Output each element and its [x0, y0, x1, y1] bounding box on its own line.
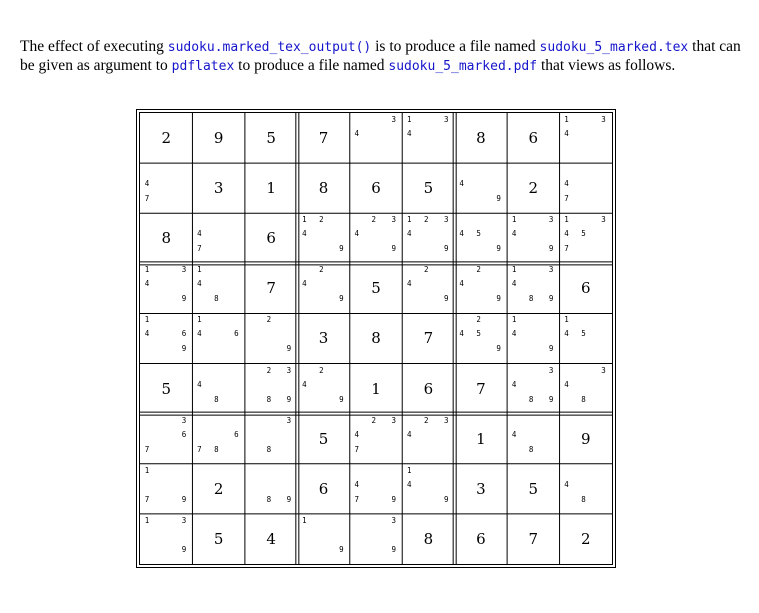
candidate-digit: 4: [406, 279, 412, 289]
candidate-digit: 4: [144, 279, 150, 289]
given-digit: 2: [580, 529, 591, 548]
given-digit: 6: [371, 179, 381, 198]
candidate-digit: 4: [302, 279, 307, 289]
intro-text-5: that views as follows.: [537, 56, 676, 74]
sudoku-grid: [136, 109, 616, 568]
sudoku-cell-r8c4: [297, 464, 349, 514]
intro-paragraph: [20, 38, 745, 76]
candidate-digit: 4: [406, 129, 412, 138]
sudoku-cell-r3c2: [192, 213, 244, 263]
candidate-digit: 4: [354, 229, 360, 239]
candidate-digit: 4: [511, 279, 517, 289]
candidate-digit: 8: [266, 494, 272, 504]
sudoku-cell-r9c5: [350, 514, 402, 564]
candidate-digit: 9: [339, 544, 344, 554]
sudoku-cell-r6c3: [245, 364, 297, 414]
candidate-digit: 3: [601, 115, 606, 124]
candidate-digit: 1: [406, 215, 412, 225]
candidate-digit: 2: [423, 265, 429, 275]
sudoku-cell-r9c8: [507, 514, 559, 564]
candidate-digit: 9: [548, 344, 554, 354]
given-digit: 5: [528, 479, 539, 498]
candidate-digit: 3: [548, 365, 554, 375]
candidate-digit: 3: [286, 365, 292, 375]
sudoku-cell-r9c3: [245, 514, 297, 564]
sudoku-cell-r7c5: [350, 414, 402, 464]
sudoku-cell-r8c5: [350, 464, 402, 514]
candidate-digit: 1: [511, 265, 517, 275]
candidate-digit: 3: [548, 265, 554, 275]
sudoku-cell-r3c9: [560, 213, 612, 263]
given-digit: 6: [476, 529, 486, 548]
sudoku-cell-r7c1: [140, 414, 192, 464]
sudoku-cell-r3c3: [245, 213, 297, 263]
candidate-digit: 8: [581, 394, 586, 404]
sudoku-cell-r2c6: [402, 163, 454, 213]
candidate-digit: 2: [266, 365, 272, 375]
sudoku-cell-r1c8: [507, 113, 559, 163]
candidate-digit: 8: [214, 444, 219, 454]
given-digit: 4: [266, 529, 276, 548]
candidate-digit: 6: [234, 429, 239, 439]
candidate-digit: 9: [286, 394, 292, 404]
candidate-digit: 7: [564, 244, 569, 254]
candidate-digit: 7: [144, 494, 150, 504]
given-digit: 8: [476, 129, 486, 148]
sudoku-cell-r4c2: [192, 263, 244, 313]
candidate-digit: 7: [354, 444, 360, 454]
candidate-digit: 8: [528, 294, 534, 304]
candidate-digit: 4: [511, 379, 517, 389]
candidate-digit: 4: [354, 129, 360, 138]
given-digit: 6: [318, 479, 329, 498]
sudoku-cell-r6c4: [297, 364, 349, 414]
given-digit: 7: [266, 279, 276, 298]
candidate-digit: 4: [354, 479, 360, 489]
sudoku-cell-r5c5: [350, 313, 402, 363]
candidate-digit: 3: [443, 215, 449, 225]
candidate-digit: 4: [459, 329, 464, 339]
sudoku-cell-r2c4: [297, 163, 349, 213]
candidate-digit: 9: [443, 294, 449, 304]
candidate-digit: 9: [181, 544, 187, 554]
sudoku-cell-r6c1: [140, 364, 192, 414]
given-digit: 3: [318, 329, 329, 348]
candidate-digit: 2: [423, 415, 429, 425]
candidate-digit: 9: [391, 494, 397, 504]
candidate-digit: 1: [406, 465, 412, 475]
candidate-digit: 9: [391, 544, 397, 554]
candidate-digit: 4: [406, 479, 412, 489]
given-digit: 8: [318, 179, 329, 198]
candidate-digit: 7: [564, 194, 569, 204]
given-digit: 1: [371, 379, 381, 398]
candidate-digit: 4: [197, 279, 202, 289]
candidate-digit: 1: [564, 115, 569, 124]
candidate-digit: 3: [601, 365, 606, 375]
candidate-digit: 9: [181, 294, 187, 304]
candidate-digit: 1: [197, 265, 202, 275]
sudoku-cell-r1c4: [297, 113, 349, 163]
candidate-digit: 8: [214, 294, 219, 304]
candidate-digit: 9: [548, 244, 554, 254]
candidate-digit: 4: [406, 229, 412, 239]
candidate-digit: 4: [144, 329, 150, 339]
sudoku-cell-r1c1: [140, 113, 192, 163]
given-digit: 3: [213, 179, 224, 198]
intro-text-4: to produce a file named: [234, 56, 389, 74]
candidate-digit: 5: [476, 329, 481, 339]
candidate-digit: 8: [528, 394, 534, 404]
given-digit: 2: [161, 129, 171, 148]
sudoku-cell-r9c4: [297, 514, 349, 564]
sudoku-cell-r5c7: [455, 313, 507, 363]
candidate-digit: 6: [181, 329, 187, 339]
sudoku-cell-r6c5: [350, 364, 402, 414]
candidate-digit: 9: [286, 344, 292, 354]
candidate-digit: 4: [197, 379, 202, 389]
candidate-digit: 2: [371, 415, 377, 425]
sudoku-cell-r9c7: [455, 514, 507, 564]
candidate-digit: 2: [266, 315, 272, 325]
candidate-digit: 3: [391, 515, 397, 525]
candidate-digit: 1: [564, 315, 569, 325]
candidate-digit: 4: [564, 179, 569, 189]
sudoku-cell-r2c2: [192, 163, 244, 213]
sudoku-cell-r4c9: [560, 263, 612, 313]
candidate-digit: 4: [511, 429, 517, 439]
candidate-digit: 8: [581, 494, 586, 504]
candidate-digit: 2: [476, 315, 481, 325]
sudoku-cell-r3c7: [455, 213, 507, 263]
candidate-digit: 6: [181, 429, 187, 439]
given-digit: 5: [266, 129, 276, 148]
candidate-digit: 9: [181, 344, 187, 354]
sudoku-cell-r4c4: [297, 263, 349, 313]
candidate-digit: 1: [511, 315, 517, 325]
candidate-digit: 8: [266, 444, 272, 454]
code-function-name: sudoku.marked_tex_output(): [167, 39, 372, 55]
sudoku-cell-r3c6: [402, 213, 454, 263]
code-pdflatex: pdflatex: [171, 58, 235, 74]
given-digit: 5: [318, 429, 329, 448]
sudoku-cell-r5c9: [560, 313, 612, 363]
sudoku-cell-r5c6: [402, 313, 454, 363]
candidate-digit: 3: [548, 215, 554, 225]
sudoku-cell-r8c2: [192, 464, 244, 514]
sudoku-cell-r7c7: [455, 414, 507, 464]
given-digit: 6: [528, 129, 539, 148]
given-digit: 5: [371, 279, 381, 298]
candidate-digit: 1: [144, 465, 150, 475]
candidate-digit: 4: [302, 379, 307, 389]
sudoku-cell-r6c9: [560, 364, 612, 414]
given-digit: 1: [266, 179, 276, 198]
code-tex-filename: sudoku_5_marked.tex: [539, 39, 689, 55]
candidate-digit: 9: [443, 244, 449, 254]
candidate-digit: 4: [459, 229, 464, 239]
candidate-digit: 9: [496, 344, 501, 354]
sudoku-cell-r9c2: [192, 514, 244, 564]
code-pdf-filename: sudoku_5_marked.pdf: [388, 58, 538, 74]
given-digit: 7: [476, 379, 486, 398]
candidate-digit: 4: [459, 179, 464, 189]
candidate-digit: 3: [391, 115, 397, 124]
sudoku-cell-r8c3: [245, 464, 297, 514]
candidate-digit: 1: [564, 215, 569, 225]
sudoku-cell-r4c8: [507, 263, 559, 313]
candidate-digit: 3: [391, 415, 397, 425]
candidate-digit: 9: [496, 244, 501, 254]
given-digit: 8: [423, 529, 434, 548]
given-digit: 8: [371, 329, 381, 348]
candidate-digit: 1: [197, 315, 202, 325]
sudoku-cell-r7c2: [192, 414, 244, 464]
candidate-digit: 4: [511, 329, 517, 339]
given-digit: 5: [423, 179, 434, 198]
candidate-digit: 9: [443, 494, 449, 504]
sudoku-cell-r3c8: [507, 213, 559, 263]
sudoku-cell-r3c5: [350, 213, 402, 263]
given-digit: 2: [213, 479, 224, 498]
candidate-digit: 3: [391, 215, 397, 225]
candidate-digit: 7: [197, 444, 202, 454]
candidate-digit: 2: [371, 215, 377, 225]
candidate-digit: 9: [339, 244, 344, 254]
candidate-digit: 9: [496, 294, 501, 304]
candidate-digit: 7: [197, 244, 202, 254]
given-digit: 7: [528, 529, 539, 548]
candidate-digit: 1: [511, 215, 517, 225]
sudoku-cell-r5c4: [297, 313, 349, 363]
intro-text-3: that can be given as argument to: [20, 37, 741, 74]
sudoku-cell-r4c1: [140, 263, 192, 313]
candidate-digit: 8: [528, 444, 534, 454]
given-digit: 7: [318, 129, 329, 148]
candidate-digit: 9: [286, 494, 292, 504]
candidate-digit: 5: [581, 329, 586, 339]
sudoku-cell-r3c4: [297, 213, 349, 263]
candidate-digit: 4: [406, 429, 412, 439]
intro-text-2: is to produce a file named: [371, 37, 540, 55]
sudoku-cell-r1c9: [560, 113, 612, 163]
sudoku-cell-r4c5: [350, 263, 402, 313]
sudoku-cell-r5c8: [507, 313, 559, 363]
candidate-digit: 7: [144, 444, 150, 454]
given-digit: 1: [476, 429, 486, 448]
sudoku-cell-r5c3: [245, 313, 297, 363]
candidate-digit: 4: [564, 479, 569, 489]
candidate-digit: 4: [197, 329, 202, 339]
candidate-digit: 1: [144, 265, 150, 275]
candidate-digit: 1: [144, 315, 150, 325]
sudoku-cell-r9c6: [402, 514, 454, 564]
sudoku-cell-r1c5: [350, 113, 402, 163]
sudoku-cell-r9c9: [560, 514, 612, 564]
sudoku-cell-r4c3: [245, 263, 297, 313]
given-digit: 7: [423, 329, 434, 348]
candidate-digit: 1: [406, 115, 412, 124]
sudoku-cell-r7c4: [297, 414, 349, 464]
candidate-digit: 7: [144, 194, 150, 204]
sudoku-cell-r8c7: [455, 464, 507, 514]
candidate-digit: 3: [181, 515, 187, 525]
candidate-digit: 4: [511, 229, 517, 239]
candidate-digit: 8: [266, 394, 272, 404]
candidate-digit: 4: [459, 279, 464, 289]
sudoku-cell-r1c2: [192, 113, 244, 163]
candidate-digit: 1: [302, 515, 307, 525]
candidate-digit: 3: [443, 115, 449, 124]
candidate-digit: 9: [181, 494, 187, 504]
sudoku-cell-r2c9: [560, 163, 612, 213]
sudoku-cell-r6c2: [192, 364, 244, 414]
given-digit: 6: [580, 279, 591, 298]
candidate-digit: 4: [564, 229, 569, 239]
candidate-digit: 9: [548, 394, 554, 404]
candidate-digit: 2: [319, 365, 324, 375]
sudoku-cell-r5c2: [192, 313, 244, 363]
sudoku-cell-r2c1: [140, 163, 192, 213]
sudoku-cell-r6c7: [455, 364, 507, 414]
sudoku-cell-r2c3: [245, 163, 297, 213]
candidate-digit: 3: [443, 415, 449, 425]
given-digit: 6: [423, 379, 434, 398]
candidate-digit: 2: [319, 215, 324, 225]
sudoku-cell-r6c6: [402, 364, 454, 414]
given-digit: 9: [213, 129, 224, 148]
candidate-digit: 3: [601, 215, 606, 225]
sudoku-cell-r7c9: [560, 414, 612, 464]
sudoku-cell-r1c3: [245, 113, 297, 163]
given-digit: 5: [161, 379, 171, 398]
candidate-digit: 1: [302, 215, 307, 225]
sudoku-cell-r8c6: [402, 464, 454, 514]
sudoku-cell-r6c8: [507, 364, 559, 414]
candidate-digit: 9: [496, 194, 501, 204]
sudoku-cell-r2c8: [507, 163, 559, 213]
candidate-digit: 1: [144, 515, 150, 525]
candidate-digit: 8: [214, 394, 219, 404]
given-digit: 3: [476, 479, 486, 498]
candidate-digit: 2: [423, 215, 429, 225]
given-digit: 9: [580, 429, 591, 448]
sudoku-cell-r4c6: [402, 263, 454, 313]
intro-text-1: The effect of executing: [20, 37, 168, 55]
sudoku-cell-r3c1: [140, 213, 192, 263]
sudoku-cell-r8c1: [140, 464, 192, 514]
sudoku-cell-r7c8: [507, 414, 559, 464]
sudoku-cell-r1c7: [455, 113, 507, 163]
candidate-digit: 4: [354, 429, 360, 439]
candidate-digit: 3: [181, 265, 187, 275]
candidate-digit: 9: [391, 244, 397, 254]
candidate-digit: 4: [564, 129, 569, 138]
candidate-digit: 4: [144, 179, 150, 189]
candidate-digit: 4: [302, 229, 307, 239]
sudoku-cell-r9c1: [140, 514, 192, 564]
sudoku-cell-r5c1: [140, 313, 192, 363]
candidate-digit: 9: [548, 294, 554, 304]
candidate-digit: 2: [319, 265, 324, 275]
candidate-digit: 4: [564, 329, 569, 339]
sudoku-cell-r4c7: [455, 263, 507, 313]
given-digit: 6: [266, 229, 276, 248]
candidate-digit: 5: [476, 229, 481, 239]
candidate-digit: 5: [581, 229, 586, 239]
sudoku-cell-r2c5: [350, 163, 402, 213]
sudoku-cell-r7c3: [245, 414, 297, 464]
candidate-digit: 9: [339, 294, 344, 304]
candidate-digit: 4: [564, 379, 569, 389]
sudoku-cell-r8c9: [560, 464, 612, 514]
candidate-digit: 3: [286, 415, 292, 425]
given-digit: 8: [161, 229, 171, 248]
sudoku-cell-r1c6: [402, 113, 454, 163]
candidate-digit: 6: [234, 329, 239, 339]
candidate-digit: 4: [197, 229, 202, 239]
candidate-digit: 3: [181, 415, 187, 425]
sudoku-cell-r2c7: [455, 163, 507, 213]
given-digit: 5: [213, 529, 224, 548]
candidate-digit: 2: [476, 265, 481, 275]
sudoku-cell-r7c6: [402, 414, 454, 464]
candidate-digit: 7: [354, 494, 360, 504]
sudoku-cell-r8c8: [507, 464, 559, 514]
candidate-digit: 9: [339, 394, 344, 404]
given-digit: 2: [528, 179, 539, 198]
